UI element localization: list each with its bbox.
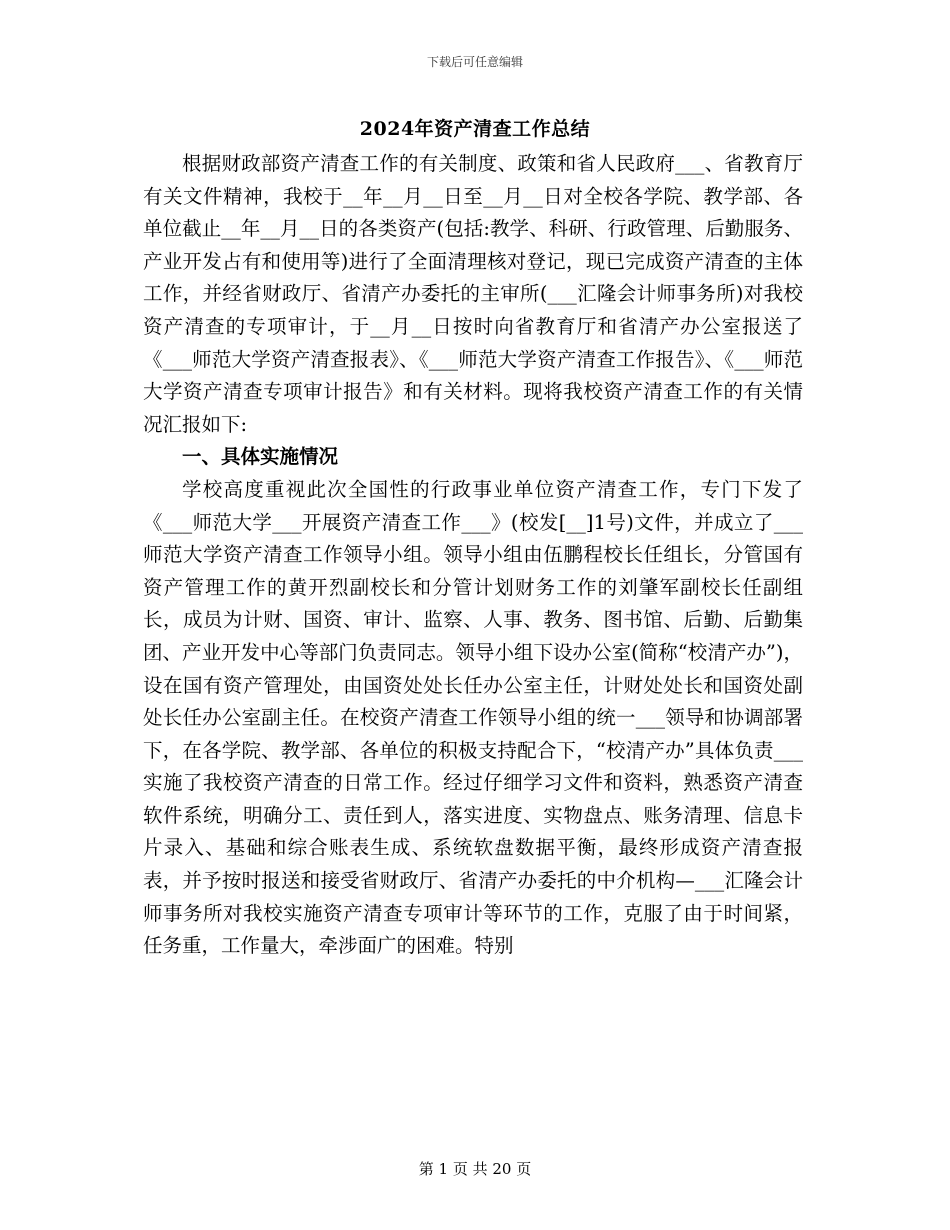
header-note: 下载后可任意编辑 xyxy=(426,55,523,69)
section-heading: 一、具体实施情况 xyxy=(182,445,339,469)
paragraph-intro: 根据财政部资产清查工作的有关制度、政策和省人民政府___、省教育厅有关文件精神，我校于__年__月__日至__月__日对全校各学院、教学部、各单位截止__年__月__日的各类资产(包括:教学、科研、行政管理、后勤服务、产业开发占有和使用等)进行了全面清理核对登记，现已完成资产清查的主体工作，并经省财政厅、省清产办委托的主审所(___汇隆会计师事务所)对我校资产清查的专项审计，于__月__日按时向省教育厅和省清产办公室报送了《___师范大学资产清查报表》、《___师范大学资产清查工作报告》、《___师范大学资产清查专项审计报告》和有关材料。现将我校资产清查工作的有关情况汇报如下: xyxy=(143,152,803,436)
page-number: 第 1 页 共 20 页 xyxy=(418,1160,532,1178)
document-title: 2024年资产清查工作总结 xyxy=(359,118,591,140)
document-body xyxy=(143,148,803,963)
paragraph-implementation: 学校高度重视此次全国性的行政事业单位资产清查工作，专门下发了《___师范大学___开展资产清查工作___》(校发[__]1号)文件，并成立了___师范大学资产清查工作领导小组。领导小组由伍鹏程校长任组长，分管国有资产管理工作的黄开烈副校长和分管计划财务工作的刘肇军副校长任副组长，成员为计财、国资、审计、监察、人事、教务、图书馆、后勤、后勤集团、产业开发中心等部门负责同志。领导小组下设办公室(简称“校清产办”)，设在国有资产管理处，由国资处处长任办公室主任，计财处处长和国资处副处长任办公室副主任。在校资产清查工作领导小组的统一___领导和协调部署下，在各学院、教学部、各单位的积极支持配合下，“校清产办”具体负责___实施了我校资产清查的日常工作。经过仔细学习文件和资料，熟悉资产清查软件系统，明确分工、责任到人，落实进度、实物盘点、账务清理、信息卡片录入、基础和综合账表生成、系统软盘数据平衡，最终形成资产清查报表，并予按时报送和接受省财政厅、省清产办委托的中介机构—___汇隆会计师事务所对我校实施资产清查专项审计等环节的工作，克服了由于时间紧，任务重，工作量大，牵涉面广的困难。特别 xyxy=(143,477,803,958)
